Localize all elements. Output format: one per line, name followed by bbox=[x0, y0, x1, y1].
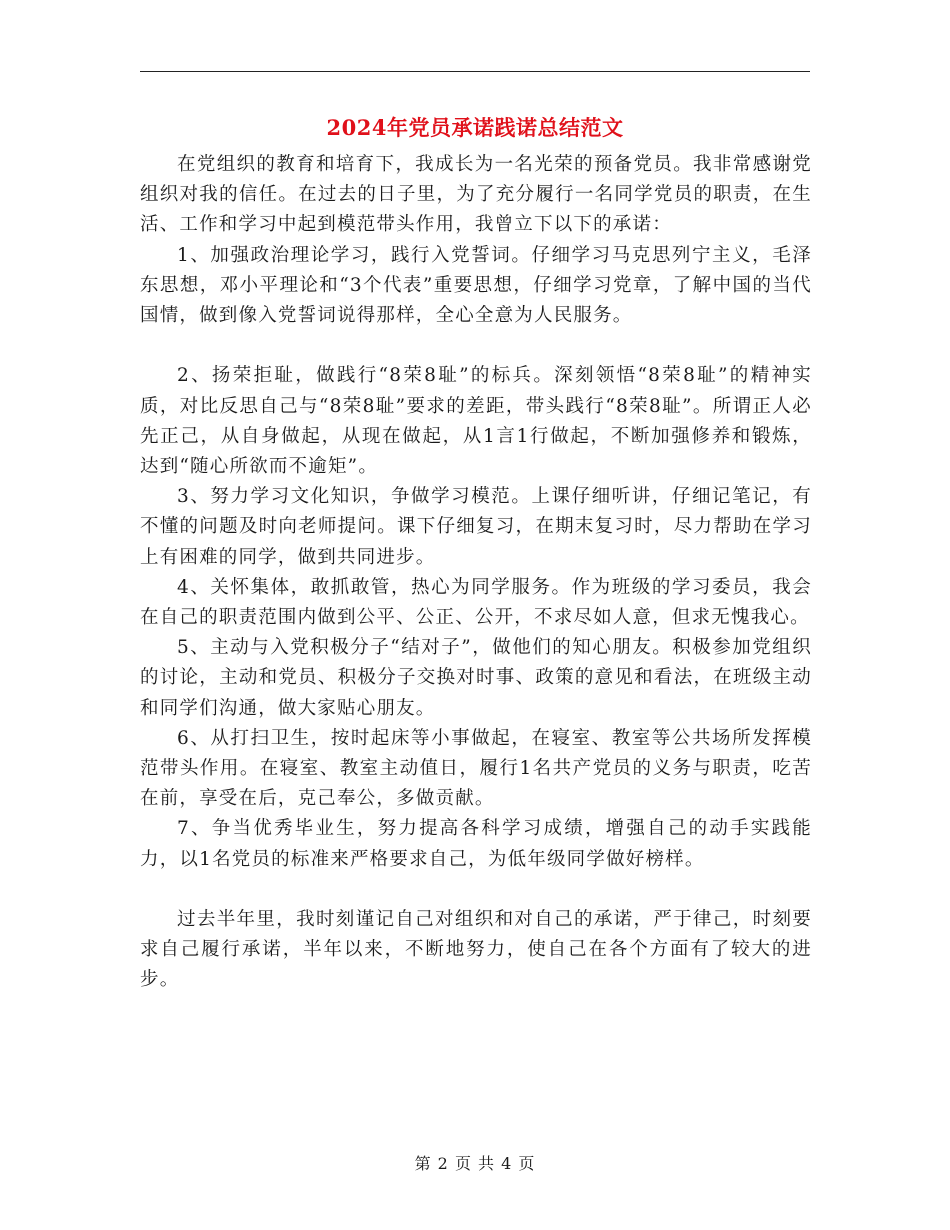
commitment-2-paragraph: 2、扬荣拒耻，做践行“8荣8耻”的标兵。深刻领悟“8荣8耻”的精神实质，对比反思自己与“8荣8耻”要求的差距，带头践行“8荣8耻”。所谓正人必先正己，从自身做起，从现在做起，从1言1行做起，不断加强修养和锻炼，达到“随心所欲而不逾矩”。 bbox=[140, 365, 812, 478]
paragraph-spacer bbox=[140, 331, 812, 361]
commitment-6-paragraph: 6、从打扫卫生，按时起床等小事做起，在寝室、教室等公共场所发挥模范带头作用。在寝室、教室主动值日，履行1名共产党员的义务与职责，吃苦在前，享受在后，克己奉公，多做贡献。 bbox=[140, 727, 812, 810]
paragraph-spacer bbox=[140, 875, 812, 905]
header-rule bbox=[140, 71, 810, 72]
document-body bbox=[140, 150, 812, 996]
page-number: 第 2 页 共 4 页 bbox=[414, 1154, 536, 1173]
intro-paragraph: 在党组织的教育和培育下，我成长为一名光荣的预备党员。我非常感谢党组织对我的信任。在过去的日子里，为了充分履行一名同学党员的职责，在生活、工作和学习中起到模范带头作用，我曾立下以下的承诺： bbox=[140, 154, 812, 236]
document-title: 2024年党员承诺践诺总结范文 bbox=[326, 115, 624, 140]
commitment-3-paragraph: 3、努力学习文化知识，争做学习模范。上课仔细听讲，仔细记笔记，有不懂的问题及时向老师提问。课下仔细复习，在期末复习时，尽力帮助在学习上有困难的同学，做到共同进步。 bbox=[140, 486, 812, 568]
commitment-1-paragraph: 1、加强政治理论学习，践行入党誓词。仔细学习马克思列宁主义，毛泽东思想，邓小平理论和“3个代表”重要思想，仔细学习党章，了解中国的当代国情，做到像入党誓词说得那样，全心全意为人民服务。 bbox=[140, 244, 812, 327]
commitment-4-paragraph: 4、关怀集体，敢抓敢管，热心为同学服务。作为班级的学习委员，我会在自己的职责范围内做到公平、公正、公开，不求尽如人意，但求无愧我心。 bbox=[140, 576, 812, 629]
commitment-7-paragraph: 7、争当优秀毕业生，努力提高各科学习成绩，增强自己的动手实践能力，以1名党员的标准来严格要求自己，为低年级同学做好榜样。 bbox=[140, 818, 812, 870]
summary-paragraph: 过去半年里，我时刻谨记自己对组织和对自己的承诺，严于律己，时刻要求自己履行承诺，半年以来，不断地努力，使自己在各个方面有了较大的进步。 bbox=[140, 909, 812, 991]
commitment-5-paragraph: 5、主动与入党积极分子“结对子”，做他们的知心朋友。积极参加党组织的讨论，主动和党员、积极分子交换对时事、政策的意见和看法，在班级主动和同学们沟通，做大家贴心朋友。 bbox=[140, 637, 812, 719]
